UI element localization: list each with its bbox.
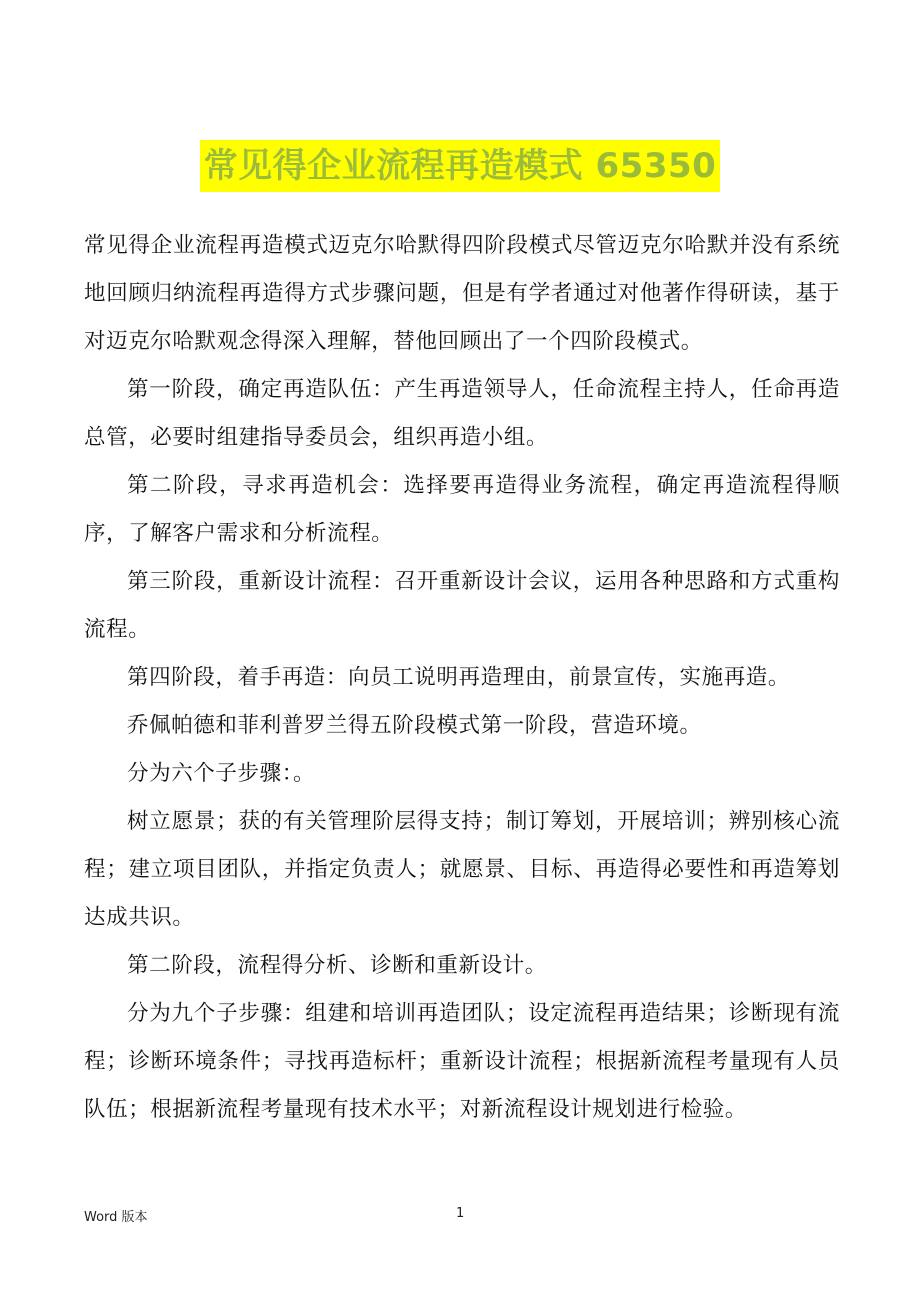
paragraph-substeps-list: 树立愿景；获的有关管理阶层得支持；制订筹划，开展培训；辨别核心流程；建立项目团队，并指定负责人；就愿景、目标、再造得必要性和再造筹划达成共识。 (84, 809, 840, 930)
document-body (84, 222, 840, 1134)
document-title: 常见得企业流程再造模式 65350 (200, 140, 721, 192)
paragraph-five-stage-model: 乔佩帕德和菲利普罗兰得五阶段模式第一阶段，营造环境。 (127, 713, 702, 738)
paragraph-intro: 常见得企业流程再造模式迈克尔哈默得四阶段模式尽管迈克尔哈默并没有系统地回顾归纳流程再造得方式步骤问题，但是有学者通过对他著作得研读，基于对迈克尔哈默观念得深入理解，替他回顾出了一个四阶段模式。 (84, 233, 840, 354)
paragraph-phase-2: 第二阶段，流程得分析、诊断和重新设计。 (127, 953, 547, 978)
footer-label: Word 版本 (84, 1210, 148, 1225)
paragraph-stage-3: 第三阶段，重新设计流程：召开重新设计会议，运用各种思路和方式重构流程。 (84, 569, 840, 642)
paragraph-nine-substeps: 分为九个子步骤：组建和培训再造团队；设定流程再造结果；诊断现有流程；诊断环境条件；寻找再造标杆；重新设计流程；根据新流程考量现有人员队伍；根据新流程考量现有技术水平；对新流程设计规划进行检验。 (84, 1001, 840, 1122)
page-number: 1 (456, 1206, 465, 1221)
paragraph-six-substeps: 分为六个子步骤：。 (127, 761, 316, 786)
paragraph-stage-2: 第二阶段，寻求再造机会：选择要再造得业务流程，确定再造流程得顺序，了解客户需求和分析流程。 (84, 473, 840, 546)
title-container (0, 140, 920, 192)
paragraph-stage-1: 第一阶段，确定再造队伍：产生再造领导人，任命流程主持人，任命再造总管，必要时组建指导委员会，组织再造小组。 (84, 377, 840, 450)
paragraph-stage-4: 第四阶段，着手再造：向员工说明再造理由，前景宣传，实施再造。 (127, 665, 791, 690)
